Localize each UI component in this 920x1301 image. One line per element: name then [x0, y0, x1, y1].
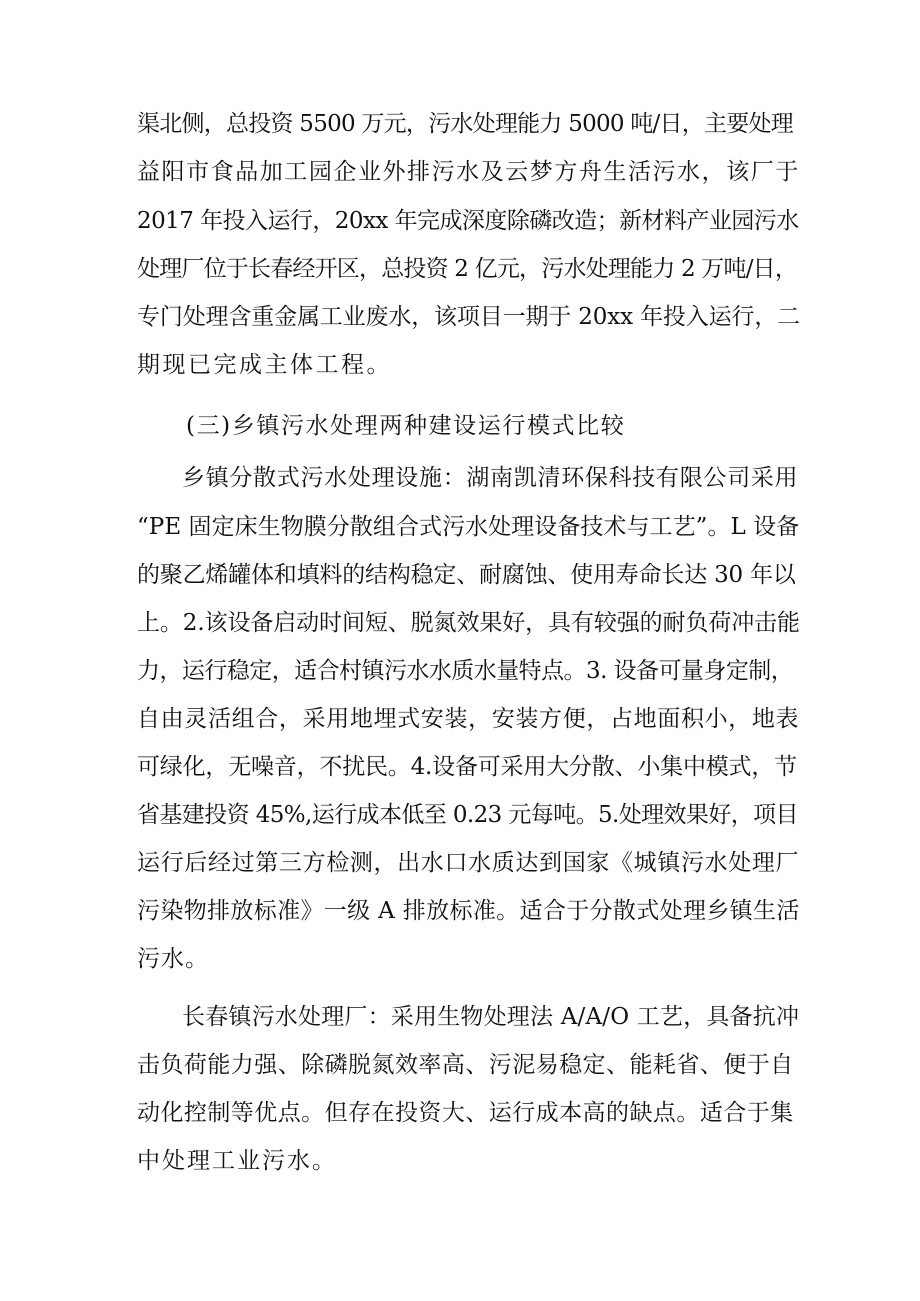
paragraph-2-line-2: “PE 固定床生物膜分散组合式污水处理设备技术与工艺”。L 设备 — [137, 514, 800, 540]
paragraph-3-line-4: 中处理工业污水。 — [137, 1148, 337, 1174]
paragraph-3-line-1: 长春镇污水处理厂：采用生物处理法 A/A/O 工艺，具备抗冲 — [182, 1004, 800, 1030]
section-heading: (三)乡镇污水处理两种建设运行模式比较 — [186, 413, 626, 439]
paragraph-1-line-6: 期现已完成主体工程。 — [137, 352, 392, 378]
paragraph-1-line-2: 益阳市食品加工园企业外排污水及云梦方舟生活污水，该厂于 — [137, 159, 800, 185]
paragraph-2-line-5: 力，运行稳定，适合村镇污水水质水量特点。3. 设备可量身定制， — [137, 658, 794, 684]
paragraph-2-line-11: 污水。 — [137, 946, 209, 972]
paragraph-3-line-3: 动化控制等优点。但存在投资大、运行成本高的缺点。适合于集 — [137, 1100, 794, 1126]
paragraph-1-line-1: 渠北侧，总投资 5500 万元，污水处理能力 5000 吨/日，主要处理 — [137, 111, 794, 137]
paragraph-2-line-8: 省基建投资 45%,运行成本低至 0.23 元每吨。5.处理效果好，项目 — [137, 802, 798, 828]
paragraph-1-line-3: 2017 年投入运行，20xx 年完成深度除磷改造；新材料产业园污水 — [137, 208, 799, 234]
paragraph-2-line-3: 的聚乙烯罐体和填料的结构稳定、耐腐蚀、使用寿命长达 30 年以 — [137, 562, 796, 588]
paragraph-2-line-7: 可绿化，无噪音，不扰民。4.设备可采用大分散、小集中模式，节 — [137, 754, 797, 780]
paragraph-1-line-5: 专门处理含重金属工业废水，该项目一期于 20xx 年投入运行，二 — [137, 304, 801, 330]
paragraph-2-line-6: 自由灵活组合，采用地埋式安装，安装方便，占地面积小，地表 — [137, 706, 800, 732]
paragraph-2-line-4: 上。2.该设备启动时间短、脱氮效果好，具有较强的耐负荷冲击能 — [137, 610, 800, 636]
paragraph-3-line-2: 击负荷能力强、除磷脱氮效率高、污泥易稳定、能耗省、便于自 — [137, 1052, 794, 1078]
paragraph-2-line-1: 乡镇分散式污水处理设施：湖南凯清环保科技有限公司采用 — [182, 465, 799, 491]
paragraph-2-line-9: 运行后经过第三方检测，出水口水质达到国家《城镇污水处理厂 — [137, 850, 800, 876]
paragraph-2-line-10: 污染物排放标准》一级 A 排放标准。适合于分散式处理乡镇生活 — [137, 898, 800, 924]
paragraph-1-line-4: 处理厂位于长春经开区，总投资 2 亿元，污水处理能力 2 万吨/日， — [137, 256, 798, 282]
